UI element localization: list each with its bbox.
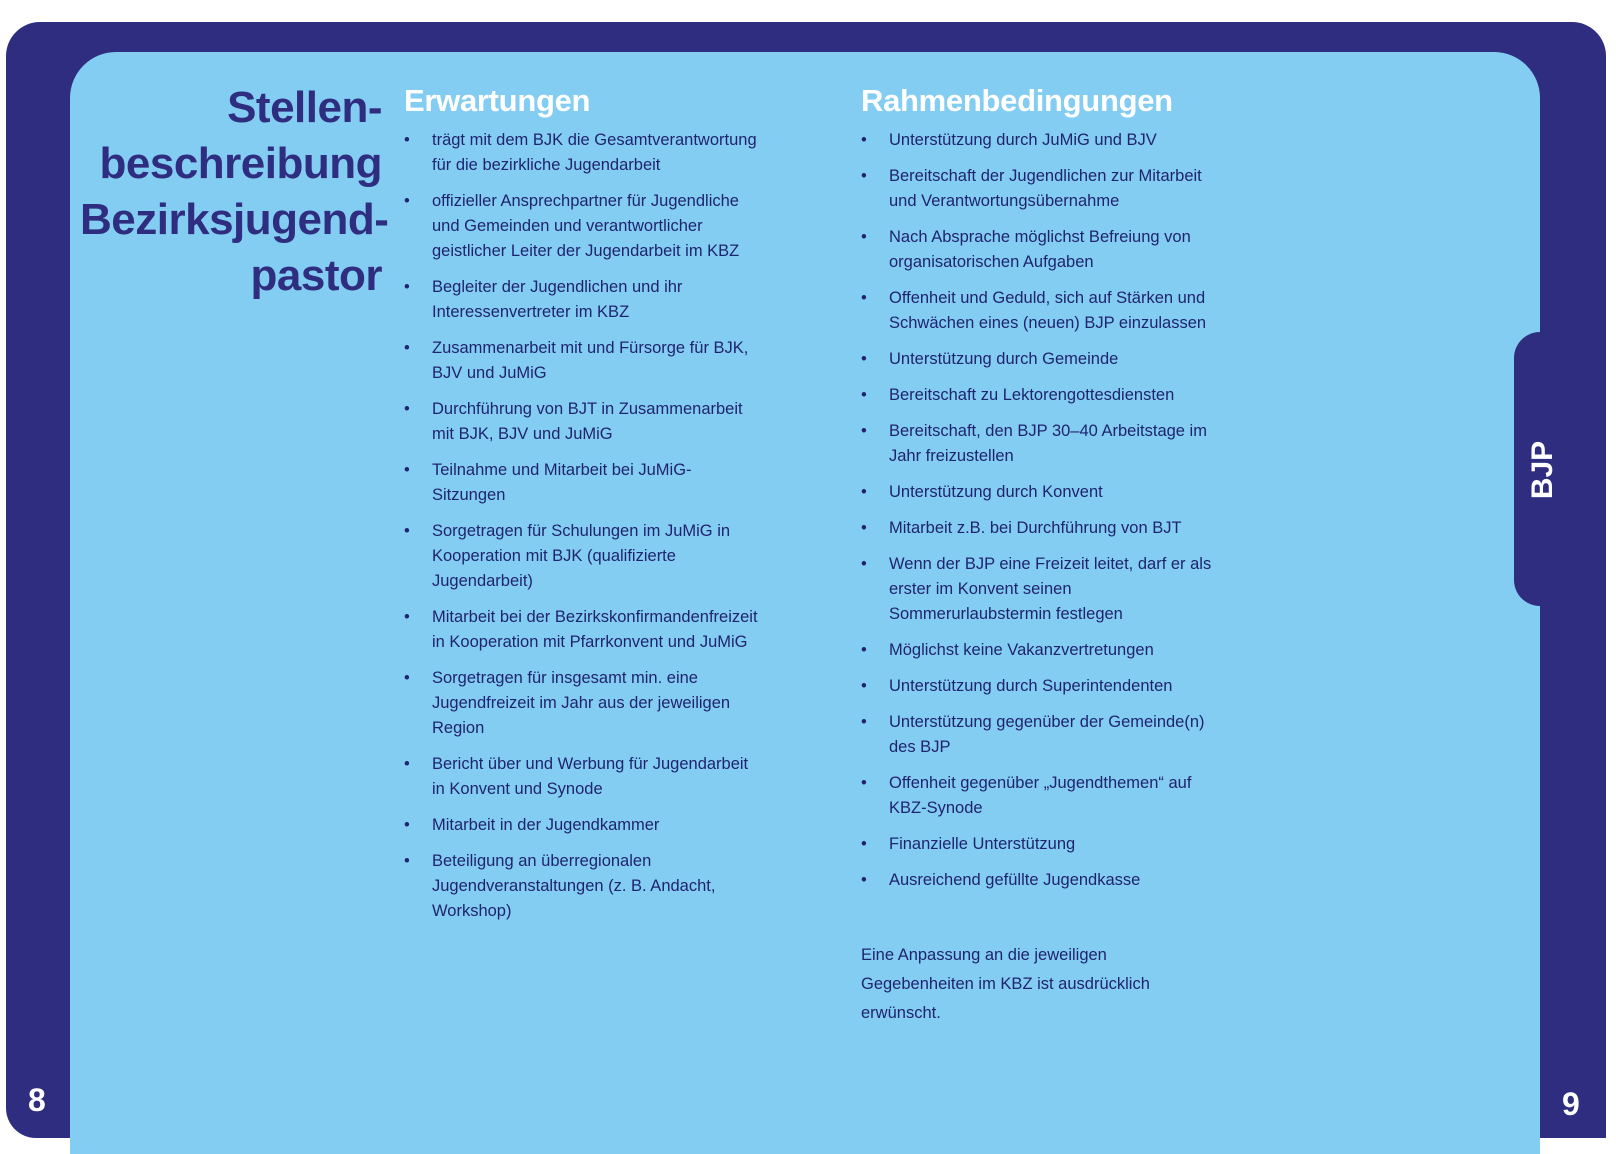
list-item: • Mitarbeit bei der Bezirkskonfirmandenfreizeit in Kooperation mit Pfarrkonvent und JuMiG xyxy=(404,605,764,655)
erwartungen-list xyxy=(404,128,764,935)
erwartungen-heading: Erwartungen xyxy=(404,83,591,118)
list-item: • Begleiter der Jugendlichen und ihr Interessenvertreter im KBZ xyxy=(404,275,764,325)
list-item: • Nach Absprache möglichst Befreiung von organisatorischen Aufgaben xyxy=(861,225,1216,275)
list-item: • Unterstützung durch JuMiG und BJV xyxy=(861,128,1216,153)
list-item: • Ausreichend gefüllte Jugendkasse xyxy=(861,868,1216,893)
title-line: pastor xyxy=(250,251,382,300)
closing-note: Eine Anpassung an die jeweiligen Gegebenheiten im KBZ ist ausdrücklich erwünscht. xyxy=(861,946,1150,1022)
list-item: • Unterstützung durch Superintendenten xyxy=(861,674,1216,699)
title-line: Stellen- xyxy=(227,83,382,132)
list-item: • Bericht über und Werbung für Jugendarbeit in Konvent und Synode xyxy=(404,752,764,802)
rahmenbedingungen-heading: Rahmenbedingungen xyxy=(861,83,1173,118)
title-line: beschreibung xyxy=(99,139,382,188)
list-item: • Teilnahme und Mitarbeit bei JuMiG-Sitzungen xyxy=(404,458,764,508)
list-item: • Bereitschaft zu Lektorengottesdiensten xyxy=(861,383,1216,408)
list-item: • Sorgetragen für insgesamt min. eine Jugendfreizeit im Jahr aus der jeweiligen Region xyxy=(404,666,764,741)
list-item: • Bereitschaft der Jugendlichen zur Mitarbeit und Verantwortungsübernahme xyxy=(861,164,1216,214)
list-item: • Möglichst keine Vakanzvertretungen xyxy=(861,638,1216,663)
list-item: • Unterstützung durch Gemeinde xyxy=(861,347,1216,372)
title-line: Bezirksjugend- xyxy=(80,195,389,244)
page-title xyxy=(80,80,389,304)
list-item: • Durchführung von BJT in Zusammenarbeit mit BJK, BJV und JuMiG xyxy=(404,397,764,447)
list-item: • Wenn der BJP eine Freizeit leitet, darf er als erster im Konvent seinen Sommerurlaubstermin festlegen xyxy=(861,552,1216,627)
list-item: • Mitarbeit z.B. bei Durchführung von BJT xyxy=(861,516,1216,541)
list-item: • Finanzielle Unterstützung xyxy=(861,832,1216,857)
page-number-right: 9 xyxy=(1562,1086,1580,1122)
list-item: • Zusammenarbeit mit und Fürsorge für BJK, BJV und JuMiG xyxy=(404,336,764,386)
list-item: • offizieller Ansprechpartner für Jugendliche und Gemeinden und verantwortlicher geistlicher Leiter der Jugendarbeit im KBZ xyxy=(404,189,764,264)
list-item: • trägt mit dem BJK die Gesamtverantwortung für die bezirkliche Jugendarbeit xyxy=(404,128,764,178)
page-number-left: 8 xyxy=(28,1082,46,1118)
list-item: • Unterstützung gegenüber der Gemeinde(n) des BJP xyxy=(861,710,1216,760)
list-item: • Mitarbeit in der Jugendkammer xyxy=(404,813,764,838)
list-item: • Bereitschaft, den BJP 30–40 Arbeitstage im Jahr freizustellen xyxy=(861,419,1216,469)
list-item: • Offenheit und Geduld, sich auf Stärken und Schwächen eines (neuen) BJP einzulassen xyxy=(861,286,1216,336)
list-item: • Unterstützung durch Konvent xyxy=(861,480,1216,505)
rahmenbedingungen-list xyxy=(861,128,1216,904)
list-item: • Sorgetragen für Schulungen im JuMiG in Kooperation mit BJK (qualifizierte Jugendarbeit) xyxy=(404,519,764,594)
side-tab-label: BJP xyxy=(1526,440,1559,500)
list-item: • Beteiligung an überregionalen Jugendveranstaltungen (z. B. Andacht, Workshop) xyxy=(404,849,764,924)
list-item: • Offenheit gegenüber „Jugendthemen“ auf KBZ-Synode xyxy=(861,771,1216,821)
